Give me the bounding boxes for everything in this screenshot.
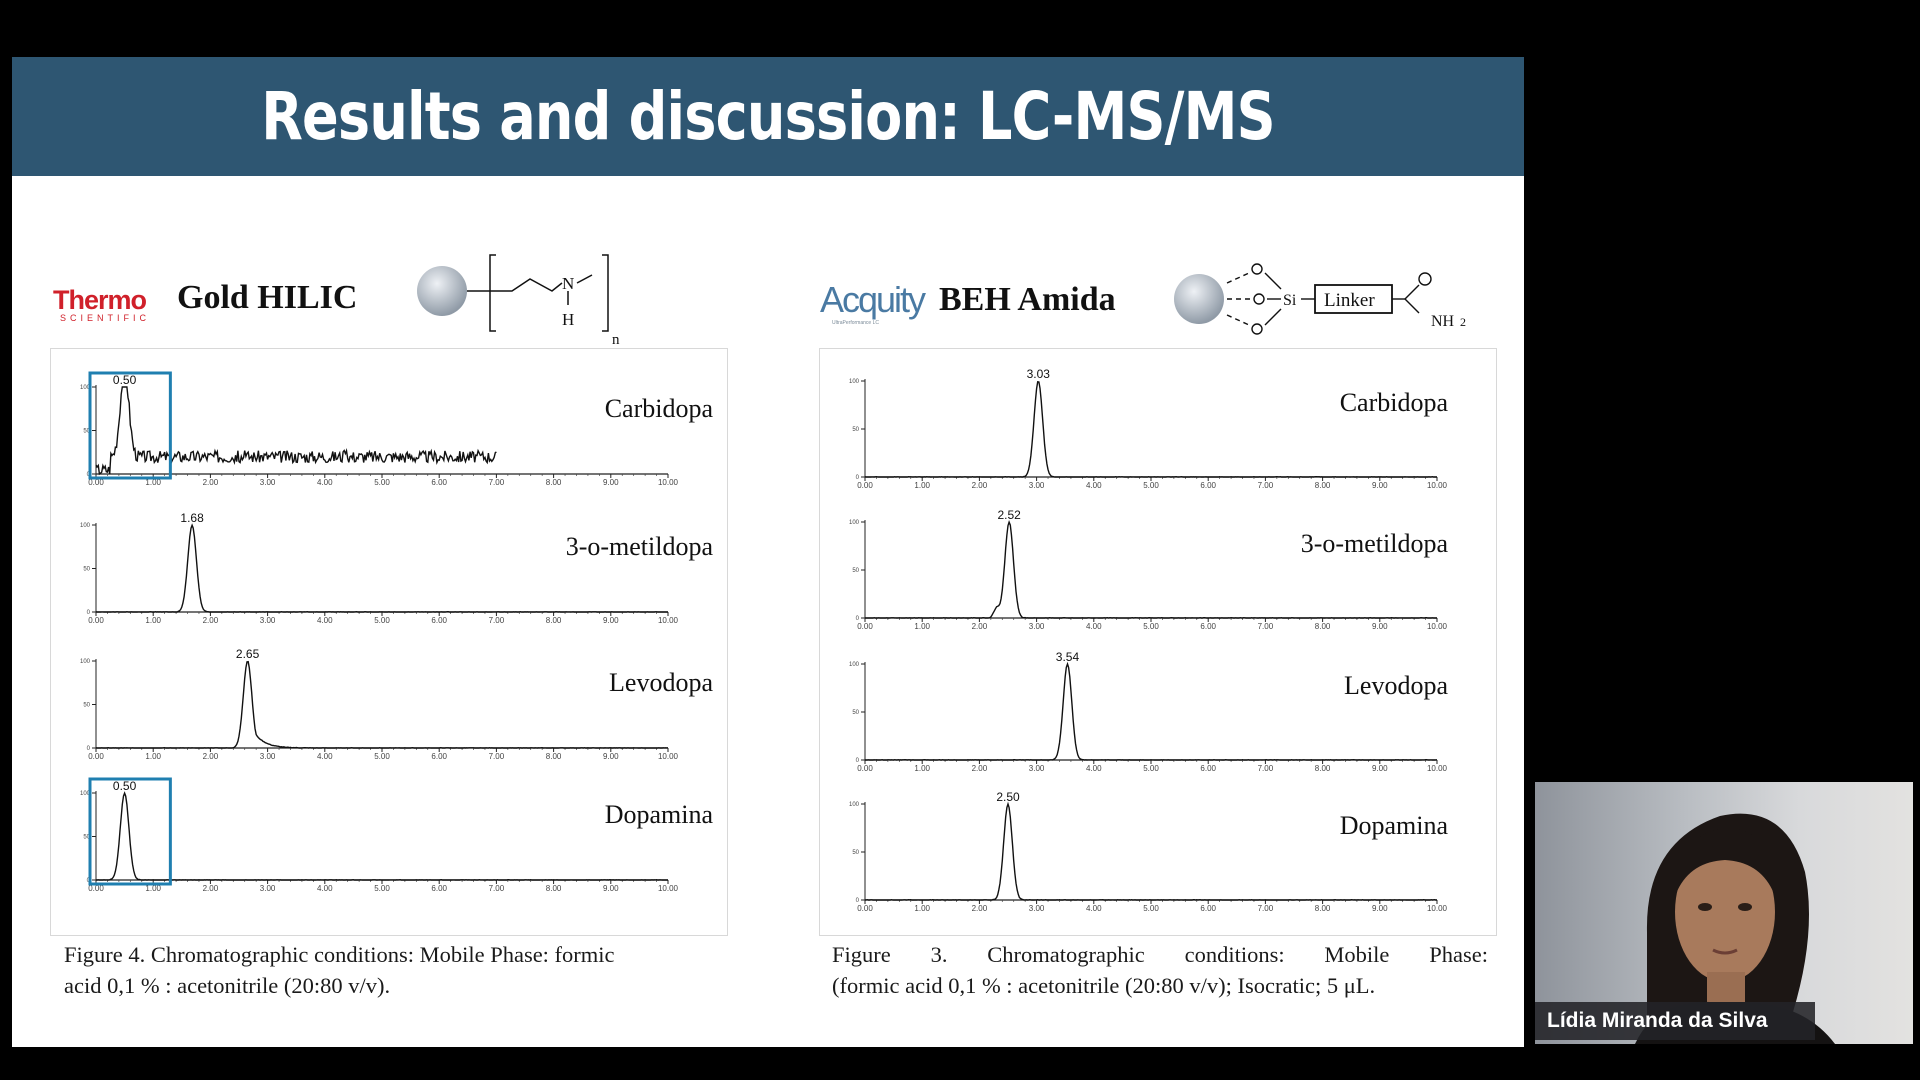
- x-tick-label: 4.00: [1086, 622, 1102, 631]
- left-column-heading: Gold HILIC: [177, 279, 358, 316]
- x-tick-label: 7.00: [1257, 764, 1274, 773]
- x-tick-label: 1.00: [145, 752, 161, 761]
- x-tick-label: 4.00: [317, 752, 333, 761]
- chromatogram-panel: [849, 790, 1448, 913]
- x-tick-label: 8.00: [545, 478, 562, 487]
- x-tick-label: 3.00: [1028, 481, 1045, 490]
- x-tick-label: 0.00: [857, 764, 873, 773]
- y-tick-label: 0: [855, 758, 859, 764]
- x-tick-label: 7.00: [488, 752, 505, 761]
- x-tick-label: 7.00: [488, 616, 505, 625]
- hydrogen-label: H: [562, 310, 575, 329]
- x-tick-label: 4.00: [317, 478, 333, 487]
- peak-label: 2.52: [997, 508, 1021, 522]
- x-tick-label: 2.00: [202, 752, 219, 761]
- y-tick-label: 50: [852, 568, 859, 574]
- y-tick-label: 0: [86, 878, 90, 884]
- right-column-heading: BEH Amida: [939, 281, 1116, 318]
- x-tick-label: 1.00: [145, 616, 161, 625]
- x-tick-label: 9.00: [603, 478, 619, 487]
- figure-3-caption: [832, 939, 1488, 1001]
- x-tick-label: 10.00: [1426, 904, 1448, 913]
- x-tick-label: 6.00: [1200, 481, 1216, 490]
- x-tick-label: 1.00: [145, 884, 161, 893]
- y-tick-label: 0: [86, 472, 90, 478]
- compound-label: Levodopa: [609, 668, 713, 697]
- y-tick-label: 50: [852, 710, 859, 716]
- x-tick-label: 3.00: [259, 752, 276, 761]
- y-tick-label: 50: [83, 428, 90, 435]
- x-tick-label: 5.00: [374, 478, 390, 487]
- y-tick-label: 50: [852, 850, 859, 856]
- x-tick-label: 8.00: [545, 752, 562, 761]
- x-tick-label: 3.00: [1028, 622, 1045, 631]
- x-tick-label: 5.00: [1143, 764, 1159, 773]
- x-tick-label: 9.00: [603, 616, 619, 625]
- speaker-name-label: Lídia Miranda da Silva: [1535, 1002, 1815, 1040]
- x-tick-label: 4.00: [317, 884, 333, 893]
- silica-bead-icon: [417, 266, 467, 316]
- highlight-box: [90, 779, 170, 884]
- chromatogram-panel: [849, 508, 1448, 631]
- y-tick-label: 100: [848, 662, 859, 668]
- x-tick-label: 9.00: [603, 884, 619, 893]
- acquity-logo-subtitle: UltraPerformance LC: [832, 320, 879, 326]
- x-tick-label: 2.00: [971, 764, 988, 773]
- nitrogen-label: N: [562, 274, 575, 293]
- peak-label: 2.50: [996, 790, 1020, 804]
- acquity-logo: Acquity: [820, 279, 925, 320]
- chromatogram-panel: [80, 373, 713, 487]
- x-tick-label: 3.00: [259, 884, 276, 893]
- y-tick-label: 50: [83, 566, 90, 573]
- x-tick-label: 10.00: [657, 478, 679, 487]
- y-tick-label: 0: [86, 610, 90, 616]
- x-tick-label: 4.00: [1086, 764, 1102, 773]
- x-tick-label: 7.00: [488, 884, 505, 893]
- x-tick-label: 9.00: [1372, 481, 1388, 490]
- x-tick-label: 1.00: [914, 764, 930, 773]
- x-tick-label: 6.00: [1200, 622, 1216, 631]
- caption-line: (formic acid 0,1 % : acetonitrile (20:80 v/v); Isocratic; 5 μL.: [832, 973, 1376, 998]
- compound-label: Carbidopa: [604, 394, 713, 423]
- x-tick-label: 10.00: [657, 752, 679, 761]
- peak-label: 0.50: [112, 779, 137, 793]
- y-tick-label: 0: [86, 746, 90, 752]
- x-tick-label: 7.00: [1257, 622, 1274, 631]
- x-tick-label: 9.00: [603, 752, 619, 761]
- compound-label: Levodopa: [1344, 671, 1448, 700]
- caption-line: acid 0,1 % : acetonitrile (20:80 v/v).: [64, 973, 391, 998]
- x-tick-label: 2.00: [971, 904, 988, 913]
- x-tick-label: 0.00: [88, 478, 104, 487]
- chromatogram-panel: [80, 647, 713, 761]
- x-tick-label: 8.00: [1314, 622, 1331, 631]
- x-tick-label: 6.00: [431, 752, 447, 761]
- x-tick-label: 0.00: [88, 884, 104, 893]
- x-tick-label: 9.00: [1372, 622, 1388, 631]
- y-tick-label: 100: [79, 659, 90, 665]
- x-tick-label: 1.00: [914, 622, 930, 631]
- x-tick-label: 10.00: [1426, 481, 1448, 490]
- gold-hilic-chromatograms: [51, 349, 727, 935]
- x-tick-label: 5.00: [374, 616, 390, 625]
- beh-amide-chromatogram-frame: [819, 348, 1497, 936]
- x-tick-label: 10.00: [657, 616, 679, 625]
- x-tick-label: 7.00: [488, 478, 505, 487]
- x-tick-label: 6.00: [1200, 904, 1216, 913]
- compound-label: 3-o-metildopa: [1300, 529, 1448, 558]
- y-tick-label: 50: [83, 702, 90, 709]
- x-tick-label: 8.00: [1314, 904, 1331, 913]
- x-tick-label: 6.00: [1200, 764, 1216, 773]
- y-tick-label: 0: [855, 475, 859, 481]
- y-tick-label: 100: [848, 802, 859, 808]
- x-tick-label: 3.00: [1028, 904, 1045, 913]
- y-tick-label: 0: [855, 616, 859, 622]
- presentation-slide: [12, 57, 1524, 1047]
- x-tick-label: 6.00: [431, 884, 447, 893]
- y-tick-label: 50: [83, 834, 90, 841]
- x-tick-label: 0.00: [88, 752, 104, 761]
- beh-amide-structure-diagram: [1169, 253, 1489, 353]
- compound-label: 3-o-metildopa: [565, 532, 713, 561]
- x-tick-label: 5.00: [1143, 481, 1159, 490]
- x-tick-label: 2.00: [971, 481, 988, 490]
- y-tick-label: 100: [79, 385, 90, 391]
- y-tick-label: 0: [855, 898, 859, 904]
- chromatogram-panel: [849, 650, 1448, 773]
- x-tick-label: 7.00: [1257, 481, 1274, 490]
- silicon-label: Si: [1283, 292, 1297, 309]
- figure-4-caption: [64, 939, 724, 1001]
- x-tick-label: 2.00: [971, 622, 988, 631]
- chromatogram-trace: [96, 387, 496, 474]
- compound-label: Carbidopa: [1339, 388, 1448, 417]
- gold-hilic-structure-diagram: [412, 245, 642, 348]
- chromatogram-panel: [80, 511, 713, 625]
- peak-label: 3.03: [1026, 367, 1050, 381]
- x-tick-label: 2.00: [202, 478, 219, 487]
- x-tick-label: 3.00: [1028, 764, 1045, 773]
- x-tick-label: 1.00: [145, 478, 161, 487]
- caption-line: Figure 4. Chromatographic conditions: Mobile Phase: formic: [64, 942, 615, 967]
- x-tick-label: 3.00: [259, 478, 276, 487]
- x-tick-label: 5.00: [374, 884, 390, 893]
- x-tick-label: 0.00: [857, 481, 873, 490]
- x-tick-label: 4.00: [317, 616, 333, 625]
- repeat-unit-subscript: n: [612, 332, 620, 348]
- compound-label: Dopamina: [1339, 811, 1448, 840]
- x-tick-label: 2.00: [202, 884, 219, 893]
- thermo-scientific-logo: Thermo: [53, 285, 147, 315]
- beh-amide-chromatograms: [820, 349, 1496, 935]
- x-tick-label: 0.00: [88, 616, 104, 625]
- amine-subscript: 2: [1460, 315, 1466, 329]
- title-bar: [12, 57, 1524, 176]
- linker-label: Linker: [1324, 290, 1375, 311]
- x-tick-label: 9.00: [1372, 764, 1388, 773]
- x-tick-label: 7.00: [1257, 904, 1274, 913]
- x-tick-label: 5.00: [1143, 622, 1159, 631]
- y-tick-label: 100: [848, 379, 859, 385]
- chromatogram-trace: [96, 662, 668, 748]
- peak-label: 0.50: [112, 373, 137, 387]
- x-tick-label: 3.00: [259, 616, 276, 625]
- x-tick-label: 10.00: [1426, 764, 1448, 773]
- x-tick-label: 0.00: [857, 622, 873, 631]
- x-tick-label: 0.00: [857, 904, 873, 913]
- x-tick-label: 1.00: [914, 904, 930, 913]
- x-tick-label: 8.00: [545, 616, 562, 625]
- x-tick-label: 4.00: [1086, 481, 1102, 490]
- x-tick-label: 4.00: [1086, 904, 1102, 913]
- x-tick-label: 5.00: [1143, 904, 1159, 913]
- y-tick-label: 50: [852, 427, 859, 433]
- silica-bead-icon: [1174, 274, 1224, 324]
- chromatogram-panel: [849, 367, 1448, 490]
- x-tick-label: 5.00: [374, 752, 390, 761]
- x-tick-label: 10.00: [1426, 622, 1448, 631]
- x-tick-label: 2.00: [202, 616, 219, 625]
- caption-line: Figure 3. Chromatographic conditions: Mobile Phase:: [832, 942, 1488, 967]
- amine-label: NH: [1431, 313, 1455, 330]
- peak-label: 3.54: [1055, 650, 1080, 664]
- peak-label: 2.65: [235, 647, 260, 661]
- chromatogram-trace: [96, 793, 668, 880]
- x-tick-label: 6.00: [431, 616, 447, 625]
- thermo-scientific-logo-subtitle: SCIENTIFIC: [60, 313, 151, 323]
- chromatogram-panel: [80, 779, 713, 893]
- x-tick-label: 10.00: [657, 884, 679, 893]
- x-tick-label: 1.00: [914, 481, 930, 490]
- x-tick-label: 8.00: [1314, 764, 1331, 773]
- y-tick-label: 100: [79, 791, 90, 797]
- gold-hilic-chromatogram-frame: [50, 348, 728, 936]
- x-tick-label: 8.00: [545, 884, 562, 893]
- x-tick-label: 6.00: [431, 478, 447, 487]
- compound-label: Dopamina: [604, 800, 713, 829]
- x-tick-label: 8.00: [1314, 481, 1331, 490]
- x-tick-label: 9.00: [1372, 904, 1388, 913]
- slide-title: Results and discussion: LC-MS/MS: [261, 78, 1275, 155]
- y-tick-label: 100: [848, 520, 859, 526]
- y-tick-label: 100: [79, 523, 90, 529]
- peak-label: 1.68: [180, 511, 204, 525]
